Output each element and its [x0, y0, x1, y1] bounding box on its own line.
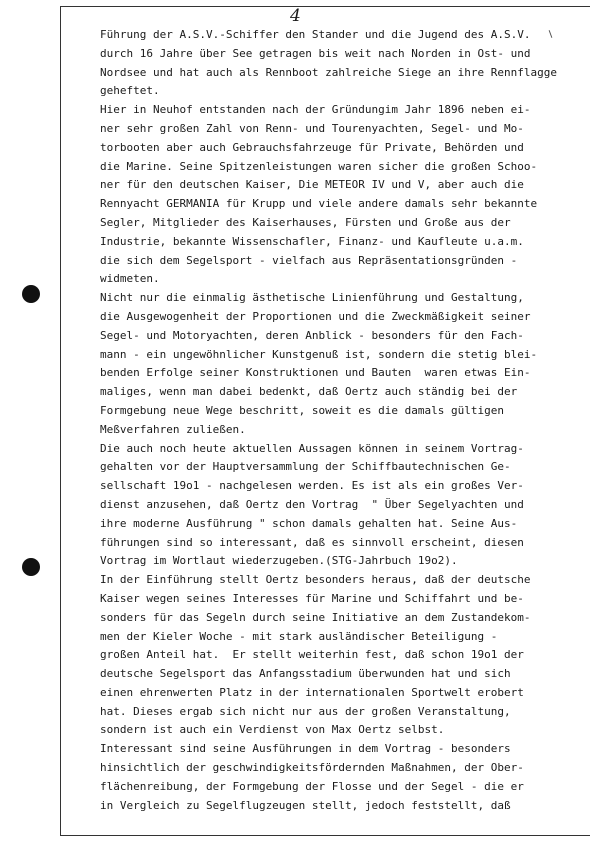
text-line: widmeten.	[100, 272, 160, 286]
text-line: maliges, wenn man dabei bedenkt, daß Oertz auch ständig bei der	[100, 385, 518, 399]
text-line: Nicht nur die einmalig ästhetische Linienführung und Gestaltung,	[100, 291, 524, 305]
page-frame-bottom-rule	[60, 835, 590, 836]
text-line: hinsichtlich der geschwindigkeitsfördernden Maßnahmen, der Ober-	[100, 761, 524, 775]
text-line: ihre moderne Ausführung " schon damals gehalten hat. Seine Aus-	[100, 516, 518, 530]
text-line: Meßverfahren zuließen.	[100, 422, 246, 436]
text-line: Industrie, bekannte Wissenschafler, Finanz- und Kaufleute u.a.m.	[100, 234, 524, 248]
body-text	[100, 26, 580, 815]
text-line: Vortrag im Wortlaut wiederzugeben.(STG-Jahrbuch 19o2).	[100, 554, 458, 568]
text-line: mann - ein ungewöhnlicher Kunstgenuß ist, sondern die stetig blei-	[100, 347, 538, 361]
text-line: benden Erfolge seiner Konstruktionen und Bauten waren etwas Ein-	[100, 366, 531, 380]
text-line: hat. Dieses ergab sich nicht nur aus der großen Veranstaltung,	[100, 704, 511, 718]
punch-hole-upper	[22, 285, 40, 303]
text-line: führungen sind so interessant, daß es sinnvoll erscheint, diesen	[100, 535, 524, 549]
text-line: die Marine. Seine Spitzenleistungen waren sicher die großen Schoo-	[100, 159, 538, 173]
text-line: dienst anzusehen, daß Oertz den Vortrag " Über Segelyachten und	[100, 497, 524, 511]
text-line: einen ehrenwerten Platz in der internationalen Sportwelt erobert	[100, 685, 524, 699]
page-frame-top-rule	[60, 6, 590, 7]
text-line: Die auch noch heute aktuellen Aussagen können in seinem Vortrag-	[100, 441, 524, 455]
text-line: torbooten aber auch Gebrauchsfahrzeuge für Private, Behörden und	[100, 140, 524, 154]
text-line: Formgebung neue Wege beschritt, soweit es die damals gültigen	[100, 403, 504, 417]
text-line: men der Kieler Woche - mit stark ausländischer Beteiligung -	[100, 629, 498, 643]
text-line: sonders für das Segeln durch seine Initiative an dem Zustandekom-	[100, 610, 531, 624]
text-line: großen Anteil hat. Er stellt weiterhin fest, daß schon 19o1 der	[100, 648, 524, 662]
punch-hole-lower	[22, 558, 40, 576]
text-line: Segler, Mitglieder des Kaiserhauses, Fürsten und Große aus der	[100, 215, 511, 229]
text-line: geheftet.	[100, 84, 160, 98]
text-line: Nordsee und hat auch als Rennboot zahlreiche Siege an ihre Rennflagge	[100, 65, 557, 79]
text-line: sondern ist auch ein Verdienst von Max Oertz selbst.	[100, 723, 445, 737]
text-line: sellschaft 19o1 - nachgelesen werden. Es ist als ein großes Ver-	[100, 479, 524, 493]
page-number: 4	[290, 6, 301, 26]
text-line: In der Einführung stellt Oertz besonders heraus, daß der deutsche	[100, 573, 531, 587]
page-frame-left-rule	[60, 6, 61, 836]
text-line: Kaiser wegen seines Interesses für Marine und Schiffahrt und be-	[100, 591, 524, 605]
text-line: durch 16 Jahre über See getragen bis weit nach Norden in Ost- und	[100, 46, 531, 60]
text-line: Führung der A.S.V.-Schiffer den Stander und die Jugend des A.S.V.	[100, 28, 531, 41]
text-line: deutsche Segelsport das Anfangsstadium überwunden hat und sich	[100, 667, 511, 681]
text-line: ner für den deutschen Kaiser, Die METEOR IV und V, aber auch die	[100, 178, 524, 192]
text-line: die Ausgewogenheit der Proportionen und die Zweckmäßigkeit seiner	[100, 309, 531, 323]
text-line: in Vergleich zu Segelflugzeugen stellt, jedoch feststellt, daß	[100, 798, 511, 812]
text-line: die sich dem Segelsport - vielfach aus Repräsentationsgründen -	[100, 253, 518, 267]
text-line: flächenreibung, der Formgebung der Flosse und der Segel - die er	[100, 779, 524, 793]
text-line: Rennyacht GERMANIA für Krupp und viele andere damals sehr bekannte	[100, 197, 538, 211]
text-line: Hier in Neuhof entstanden nach der Gründungim Jahr 1896 neben ei-	[100, 103, 531, 117]
text-line: Segel- und Motoryachten, deren Anblick - besonders für den Fach-	[100, 328, 524, 342]
text-line: ner sehr großen Zahl von Renn- und Tourenyachten, Segel- und Mo-	[100, 121, 524, 135]
text-line: gehalten vor der Hauptversammlung der Schiffbautechnischen Ge-	[100, 460, 511, 474]
text-line: Interessant sind seine Ausführungen in dem Vortrag - besonders	[100, 742, 511, 756]
